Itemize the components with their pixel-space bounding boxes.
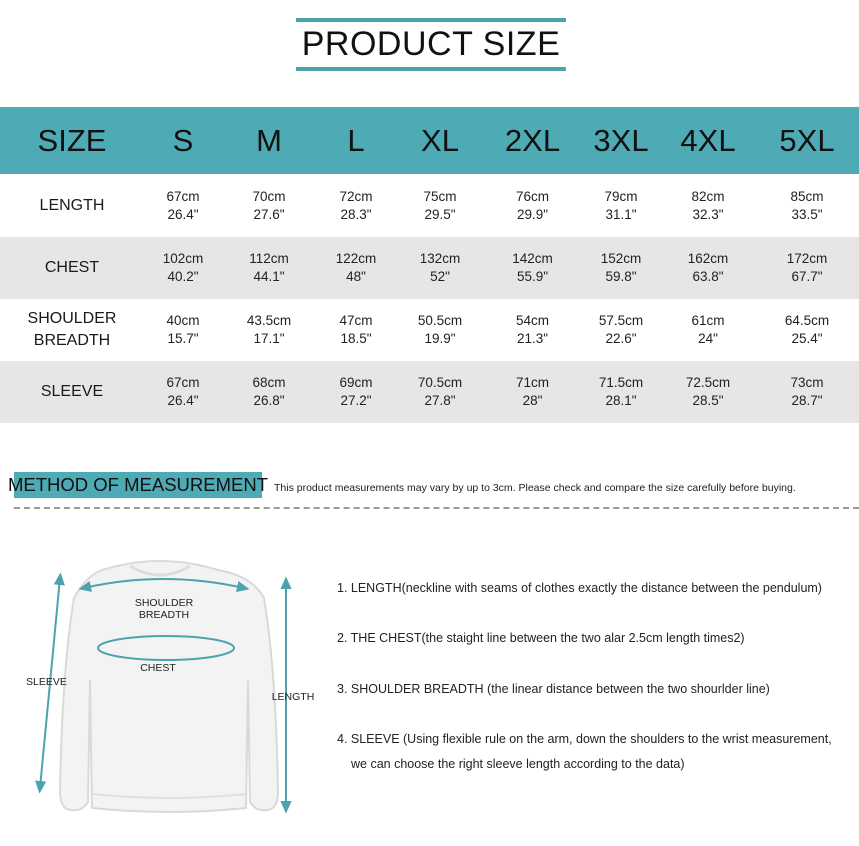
table-cell bbox=[581, 361, 661, 423]
note-length: 1. LENGTH(neckline with seams of clothes exactly the distance between the pendulum) bbox=[337, 581, 822, 595]
inch-value: 18.5" bbox=[340, 331, 372, 346]
cm-value: 172cm bbox=[786, 251, 828, 266]
table-cell bbox=[144, 174, 222, 237]
table-cell bbox=[661, 174, 755, 237]
row-label-text: LENGTH bbox=[39, 196, 105, 214]
header-cell: L bbox=[347, 122, 365, 158]
table-row bbox=[0, 299, 859, 361]
cm-value: 47cm bbox=[339, 313, 373, 328]
shoulder-breadth-label bbox=[124, 597, 204, 621]
table-cell bbox=[222, 361, 316, 423]
header-cell: 5XL bbox=[779, 122, 835, 158]
header-cell: SIZE bbox=[37, 122, 107, 158]
table-cell bbox=[484, 361, 581, 423]
table-cell bbox=[316, 361, 396, 423]
cm-value: 40cm bbox=[166, 313, 200, 328]
cm-value: 61cm bbox=[691, 313, 725, 328]
measurement-disclaimer: This product measurements may vary by up to 3cm. Please check and compare the size carefully before buying. bbox=[274, 482, 796, 494]
cm-value: 70cm bbox=[252, 188, 286, 204]
table-cell bbox=[755, 174, 859, 237]
cm-value: 82cm bbox=[691, 188, 725, 204]
cm-value: 68cm bbox=[252, 375, 286, 390]
inch-value: 32.3" bbox=[692, 206, 724, 222]
cm-value: 75cm bbox=[423, 188, 457, 204]
page-title: PRODUCT SIZE bbox=[301, 25, 561, 63]
measurement-illustration bbox=[20, 540, 320, 830]
page-title-block bbox=[296, 18, 566, 72]
cm-value: 122cm bbox=[335, 251, 377, 266]
inch-value: 19.9" bbox=[424, 331, 456, 346]
inch-value: 28" bbox=[522, 393, 543, 408]
row-label bbox=[0, 237, 144, 299]
cm-value: 72cm bbox=[339, 188, 373, 204]
inch-value: 21.3" bbox=[516, 331, 549, 346]
inch-value: 15.7" bbox=[167, 331, 199, 346]
table-cell bbox=[581, 299, 661, 361]
inch-value: 24" bbox=[698, 331, 718, 346]
cm-value: 76cm bbox=[515, 188, 549, 204]
table-row bbox=[0, 237, 859, 299]
table-cell bbox=[661, 299, 755, 361]
table-row bbox=[0, 361, 859, 423]
inch-value: 25.4" bbox=[791, 331, 823, 346]
inch-value: 28.5" bbox=[692, 393, 724, 408]
note-sleeve-continued: we can choose the right sleeve length according to the data) bbox=[351, 757, 685, 771]
table-cell bbox=[484, 299, 581, 361]
inch-value: 52" bbox=[430, 269, 450, 284]
title-bottom-rule bbox=[296, 67, 566, 71]
header-cell: 3XL bbox=[593, 122, 649, 158]
table-cell bbox=[581, 237, 661, 299]
table-cell bbox=[661, 237, 755, 299]
inch-value: 55.9" bbox=[516, 269, 549, 284]
inch-value: 17.1" bbox=[253, 331, 285, 346]
row-label-text: SLEEVE bbox=[40, 383, 104, 400]
cm-value: 71cm bbox=[515, 375, 549, 390]
length-label: LENGTH bbox=[271, 691, 315, 703]
header-cell: S bbox=[172, 122, 194, 158]
table-cell bbox=[396, 299, 484, 361]
cm-value: 152cm bbox=[600, 251, 642, 266]
row-label bbox=[0, 174, 144, 237]
table-cell bbox=[396, 237, 484, 299]
cm-value: 64.5cm bbox=[784, 313, 830, 328]
cm-value: 67cm bbox=[166, 188, 200, 204]
table-cell bbox=[755, 237, 859, 299]
inch-value: 29.5" bbox=[424, 206, 456, 222]
inch-value: 33.5" bbox=[791, 206, 823, 222]
shoulder-breadth-label-line2: BREADTH bbox=[138, 609, 190, 621]
note-sleeve: 4. SLEEVE (Using flexible rule on the arm, down the shoulders to the wrist measurement, bbox=[337, 732, 832, 746]
header-cell: XL bbox=[421, 122, 459, 158]
inch-value: 22.6" bbox=[605, 331, 637, 346]
method-of-measurement-heading: METHOD OF MEASUREMENT bbox=[14, 472, 262, 498]
cm-value: 102cm bbox=[162, 251, 204, 266]
inch-value: 27.8" bbox=[424, 393, 456, 408]
inch-value: 40.2" bbox=[167, 269, 199, 284]
table-cell bbox=[396, 174, 484, 237]
row-label bbox=[0, 361, 144, 423]
inch-value: 67.7" bbox=[791, 269, 823, 284]
row-label-text: SHOULDER bbox=[27, 310, 117, 327]
cm-value: 43.5cm bbox=[246, 313, 292, 328]
header-cell: M bbox=[256, 122, 282, 158]
table-cell bbox=[316, 299, 396, 361]
cm-value: 50.5cm bbox=[417, 313, 463, 328]
table-cell bbox=[484, 174, 581, 237]
inch-value: 28.3" bbox=[340, 206, 372, 222]
table-cell bbox=[316, 174, 396, 237]
inch-value: 26.4" bbox=[167, 206, 199, 222]
header-cell: 4XL bbox=[680, 122, 736, 158]
table-cell bbox=[396, 361, 484, 423]
cm-value: 72.5cm bbox=[685, 375, 731, 390]
table-cell bbox=[222, 174, 316, 237]
note-shoulder-breadth: 3. SHOULDER BREADTH (the linear distance between the two shourlder line) bbox=[337, 682, 770, 696]
table-cell bbox=[581, 174, 661, 237]
shoulder-breadth-label-line1: SHOULDER bbox=[134, 597, 194, 609]
chest-label: CHEST bbox=[140, 662, 176, 674]
row-label-text: BREADTH bbox=[33, 332, 111, 349]
cm-value: 73cm bbox=[790, 375, 824, 390]
section-divider bbox=[14, 507, 859, 509]
cm-value: 67cm bbox=[166, 375, 200, 390]
inch-value: 26.4" bbox=[167, 393, 199, 408]
cm-value: 57.5cm bbox=[598, 313, 644, 328]
table-cell bbox=[144, 361, 222, 423]
cm-value: 71.5cm bbox=[598, 375, 644, 390]
row-label-text: CHEST bbox=[44, 259, 100, 276]
cm-value: 79cm bbox=[604, 188, 638, 204]
table-cell bbox=[316, 237, 396, 299]
cm-value: 54cm bbox=[515, 313, 549, 328]
table-row bbox=[0, 174, 859, 237]
inch-value: 63.8" bbox=[692, 269, 724, 284]
inch-value: 28.1" bbox=[605, 393, 637, 408]
cm-value: 70.5cm bbox=[417, 375, 463, 390]
row-label bbox=[0, 299, 144, 361]
table-cell bbox=[755, 299, 859, 361]
header-cell: 2XL bbox=[504, 122, 561, 158]
inch-value: 44.1" bbox=[253, 269, 285, 284]
cm-value: 132cm bbox=[419, 251, 461, 266]
inch-value: 48" bbox=[346, 269, 366, 284]
table-cell bbox=[144, 237, 222, 299]
table-header-row bbox=[0, 107, 859, 174]
inch-value: 31.1" bbox=[605, 206, 637, 222]
inch-value: 26.8" bbox=[253, 393, 285, 408]
table-cell bbox=[661, 361, 755, 423]
inch-value: 27.6" bbox=[253, 206, 285, 222]
sleeve-label: SLEEVE bbox=[26, 676, 67, 688]
table-cell bbox=[755, 361, 859, 423]
cm-value: 142cm bbox=[512, 251, 553, 266]
inch-value: 29.9" bbox=[516, 206, 549, 222]
inch-value: 27.2" bbox=[340, 393, 372, 408]
inch-value: 59.8" bbox=[605, 269, 637, 284]
note-chest: 2. THE CHEST(the staight line between the two alar 2.5cm length times2) bbox=[337, 631, 745, 645]
inch-value: 28.7" bbox=[791, 393, 823, 408]
cm-value: 162cm bbox=[687, 251, 729, 266]
cm-value: 69cm bbox=[339, 375, 373, 390]
table-cell bbox=[222, 299, 316, 361]
cm-value: 112cm bbox=[249, 251, 289, 266]
cm-value: 85cm bbox=[790, 188, 824, 204]
size-chart-table bbox=[0, 107, 859, 423]
table-cell bbox=[222, 237, 316, 299]
table-cell bbox=[484, 237, 581, 299]
table-cell bbox=[144, 299, 222, 361]
